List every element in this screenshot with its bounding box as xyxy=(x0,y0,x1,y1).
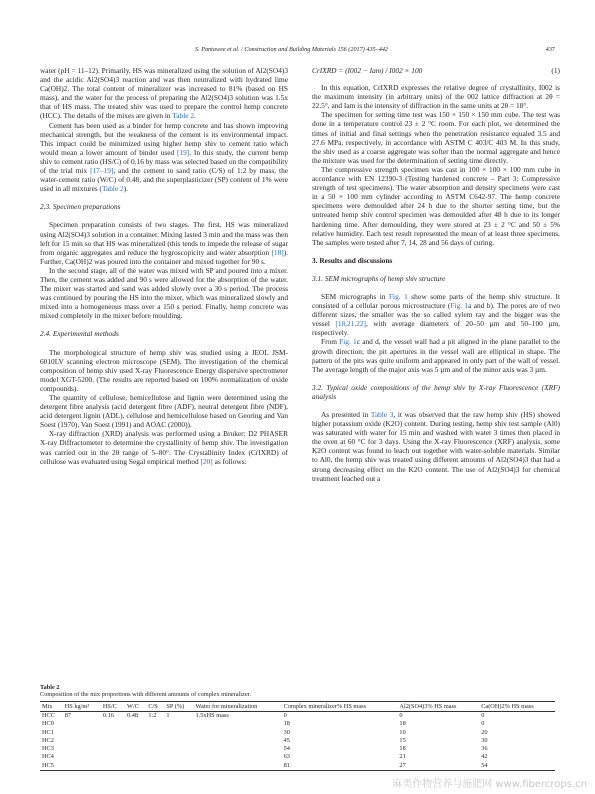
table-cell xyxy=(125,720,146,728)
table-cell: 63 xyxy=(283,753,290,761)
table-cell: 0 xyxy=(283,712,287,719)
table-cell xyxy=(125,762,146,771)
section-heading: 2.4. Experimental methods xyxy=(40,329,119,339)
table-cell: 1.5xHS mass xyxy=(195,712,229,719)
table-link[interactable]: Table 2 xyxy=(102,184,124,194)
table-link[interactable]: Table 2 xyxy=(172,111,195,121)
left-column xyxy=(40,66,288,466)
section-heading: 3. Results and discussions xyxy=(312,255,393,265)
table-caption: Composition of the mix proportions with different amounts of complex mineralizer. xyxy=(40,691,251,698)
paragraph: The quantity of cellulose, hemicellulose and lignin were determined using the detergent fibre analysis (acid detergent fibre (ADF), neutral detergent fibre (NDF), acid detergent lignin (ADL), cellulose and hemicellulose based on Georing and Van Soest (1970), Van Soest (1991) and AOAC (2000)). xyxy=(40,393,288,430)
table-cell xyxy=(164,737,193,745)
section-heading: 3.1. SEM micrographs of hemp shiv structure xyxy=(312,273,446,283)
watermark: 麻类作物营养与施肥网 www.fibercrops.cn xyxy=(392,779,587,790)
table-cell xyxy=(146,729,164,737)
paragraph: From Fig. 1c and d, the vessel wall had a pit aligned in the plane parallel to the growth direction; the pit apertures in the vessel wall are elliptical in shape. The pattern of the pits was quite uniform and appeared in only part of the wall of vessel. The average length of the major axis was 5 µm and of the minor axis was 3 µm. xyxy=(312,337,560,374)
column-header: HS kg/m³ xyxy=(63,702,101,712)
table-cell xyxy=(101,737,125,745)
column-header: Ca(OH)2% HS mass xyxy=(479,702,555,712)
table-cell: 54 xyxy=(283,745,290,753)
section-heading: 2.3. Specimen preparations xyxy=(40,202,121,212)
table-cell: 27 xyxy=(397,762,479,771)
paragraph: X-ray diffraction (XRD) analysis was performed using a Bruker: D2 PHASER X-ray Diffractometer to determine the crystallinity of hemp shiv. The investigation was carried out in the 2θ range of 5–80°. The Crystallinity Index (CrIXRD) of cellulose was evaluated using Segal empirical method [20] as follows: xyxy=(40,429,288,466)
table-cell: HC0 xyxy=(42,720,54,728)
table-cell xyxy=(194,762,282,771)
figure-link[interactable]: Fig. 1 xyxy=(388,291,408,301)
column-header: Al2(SO4)3% HS mass xyxy=(397,702,479,712)
table-link[interactable]: Table 3 xyxy=(370,410,394,419)
table-row xyxy=(40,737,555,745)
column-header: W/C xyxy=(125,702,146,712)
table-row xyxy=(40,712,555,721)
table-cell xyxy=(146,720,164,728)
equation-body: CrIXRD = (I002 − Iam) / I002 × 100 xyxy=(312,66,423,75)
column-header: HS/C xyxy=(101,702,125,712)
figure-link[interactable]: Fig. 1 xyxy=(450,301,469,311)
table-cell: 20 xyxy=(481,728,488,736)
table-cell xyxy=(63,762,101,771)
table-cell xyxy=(63,729,101,737)
table-cell xyxy=(194,753,282,761)
table-cell: 0 xyxy=(399,712,403,719)
table-row xyxy=(40,753,555,761)
column-header: C/S xyxy=(146,702,164,712)
table-cell xyxy=(164,720,193,728)
table-cell: 42 xyxy=(481,753,488,761)
citation-link[interactable]: [17–19] xyxy=(90,166,114,176)
table-cell xyxy=(146,745,164,753)
table-cell: 0 xyxy=(481,720,485,728)
table-cell: 21 xyxy=(399,753,406,761)
table-cell xyxy=(101,762,125,771)
table-cell xyxy=(194,737,282,745)
table-cell: 30 xyxy=(481,736,488,744)
table-cell xyxy=(146,753,164,761)
table-cell xyxy=(63,753,101,761)
table-cell xyxy=(101,729,125,737)
figure-link[interactable]: Fig. 1 xyxy=(339,337,357,347)
table-cell: HC3 xyxy=(42,745,54,753)
table-cell: HC5 xyxy=(40,762,63,771)
table-cell xyxy=(164,745,193,753)
section-heading: 3.2. Typical oxide compositions of the hemp shiv by X-ray Fluorescence (XRF) analysis xyxy=(312,382,560,401)
citation-link[interactable]: [20] xyxy=(200,456,213,466)
citation-link[interactable]: [19] xyxy=(177,147,190,157)
equation xyxy=(312,66,560,75)
table-cell xyxy=(101,720,125,728)
table-body xyxy=(40,712,555,771)
page-number: 437 xyxy=(545,46,555,53)
citation-link[interactable]: [18,21,22] xyxy=(335,319,366,329)
table-row xyxy=(40,729,555,737)
paragraph: As presented in Table 3, it was observed that the raw hemp shiv (HS) showed higher potassium oxide (K2O) content. During testing, hemp shiv test sample (Al0) was saturated with water for 15 min and washed with water 3 times then placed in the oven at 60 °C for 3 days. Using the X-ray Fluorescence (XRF) analysis, some K2O content was found to leach out together with water-soluble materials. Similar to Al0, the hemp shiv was treated using different amounts of Al2(SO4)3 that had a strong decreasing effect on the K2O content. The use of Al2(SO4)3 for chemical treatment leached out a xyxy=(312,410,560,483)
table-cell: 45 xyxy=(283,736,290,744)
table-cell: 30 xyxy=(283,728,290,736)
table-cell: 81 xyxy=(282,762,398,771)
paragraph: In the second stage, all of the water was mixed with SP and poured into a mixer. Then, the cement was added and 90 s were allowed for the absorption of the water. The mixer was started and sand was added slowly over a 30 s period. The process was continued by pouring the HS into the mixer, which was mineralized slowly and mixed into a homogeneous mass over a 150 s period. Finally, hemp concrete was mixed completely in the mixer before moulding. xyxy=(40,265,288,321)
table-cell xyxy=(63,745,101,753)
table-cell xyxy=(101,753,125,761)
table-cell xyxy=(125,745,146,753)
paragraph: Cement has been used as a binder for hemp concrete and has shown improving mechanical strength, but the weakness of the cement is its environmental impact. This impact could be minimized using higher hemp shiv to cement ratio which would mean a lower amount of binder used [19]. In this study, the current hemp shiv to cement ratio (HS/C) of 0.16 by mass was selected based on the compatibility of the trial mix [17–19], and the cement to sand ratio (C/S) of 1:2 by mass, the water-cement ratio (W/C) of 0.48, and the superplasticizer (SP) content of 1% were used in all mixtures (Table 2). xyxy=(40,120,288,194)
journal-citation: S. Pantawee et al. / Construction and Building Materials 156 (2017) 435–442 xyxy=(195,46,389,53)
table-row xyxy=(40,745,555,753)
table-cell xyxy=(164,729,193,737)
table-cell xyxy=(63,737,101,745)
table-cell xyxy=(194,729,282,737)
table-cell xyxy=(194,720,282,728)
table-cell xyxy=(164,762,193,771)
paragraph: water (pH = 11–12). Primarily, HS was mineralized using the solution of Al2(SO4)3 and the acidic Al2(SO4)3 reaction and was then neutralized with hydrated lime Ca(OH)2. The total content of mineralizer was increased to 81% (based on HS mass), and the water for the process of preparing the Al2(SO4)3 solution was 1.5x that of HS mass. The treated shiv was used to prepare the control hemp concrete (HCC). The details of the mixes are given in Table 2. xyxy=(40,66,288,121)
table-cell: HC2 xyxy=(42,736,54,744)
table-row xyxy=(40,720,555,728)
equation-number: (1) xyxy=(551,66,560,75)
table-cell: 0.16 xyxy=(102,712,114,719)
table-2 xyxy=(40,684,555,771)
table-cell: 18 xyxy=(399,720,406,728)
table-cell: 36 xyxy=(481,745,488,753)
table-cell: 15 xyxy=(399,736,406,744)
mix-proportions-table xyxy=(40,701,555,771)
table-cell: 18 xyxy=(283,720,290,728)
table-cell xyxy=(125,737,146,745)
table-header-row xyxy=(40,702,555,712)
table-cell: 54 xyxy=(479,762,555,771)
citation-link[interactable]: [18] xyxy=(271,247,284,257)
table-cell xyxy=(164,753,193,761)
table-cell xyxy=(146,737,164,745)
table-cell xyxy=(194,745,282,753)
column-header: Water for mineralization xyxy=(194,702,282,712)
table-cell xyxy=(125,753,146,761)
paragraph: The specimen for setting time test was 150 × 150 × 150 mm cube. The test was done in a temperature control 23 ± 2 °C room. For each plot, we determined the times of initial and final settings when the penetration resistance equaled 3.5 and 27.6 MPa, respectively, in accordance with ASTM C 403/C 403 M. In this study, the shiv used as a coarse aggregate was softer than the normal aggregate and hence the mixture was used for the determination of setting time directly. xyxy=(312,110,560,165)
paragraph: Specimen preparation consists of two stages. The first, HS was mineralized using Al2(SO4)3 solution in a container. Mixing lasted 3 min and the mass was then left for 15 min so that HS was mineralized (this tends to impede the release of sugar from organic aggregates and reduce the hygroscopicity and water absorption [18]). Further, Ca(OH)2 was poured into the container and mixed together for 90 s. xyxy=(40,220,288,266)
paragraph: SEM micrographs in Fig. 1 show some parts of the hemp shiv structure. It consisted of a cellular porous microstructure (Fig. 1a and b). The pores are of two different sizes, the smaller was the so called xylem ray and the bigger was the vessel [18,21,22], with average diameters of 20–50 µm and 50–100 µm, respectively. xyxy=(312,291,561,338)
column-header: Complex mineralizer% HS mass xyxy=(282,702,398,712)
table-cell xyxy=(125,729,146,737)
right-column xyxy=(312,66,560,483)
table-cell: 0 xyxy=(481,712,485,719)
table-cell: 10 xyxy=(399,728,406,736)
paragraph: In this equation, CrIXRD expresses the relative degree of crystallinity, I002 is the maximum intensity (in arbitrary units) of the 002 lattice diffraction at 2θ = 22.5°, and Iam is the intensity of diffraction in the same units at 2θ = 18°. xyxy=(312,83,560,111)
table-cell: 1 xyxy=(166,712,170,719)
table-cell: HCC xyxy=(42,712,55,719)
paragraph: The morphological structure of hemp shiv was studied using a JEOL JSM-6010LV scanning electron microscope (SEM). The investigation of the chemical composition of hemp shiv used X-ray Fluorescence Energy dispersive spectrometer model XGT-5200. (The results are reported based on 100% normalization of oxide compounds). xyxy=(40,347,288,393)
column-header: SP (%) xyxy=(164,702,193,712)
table-cell: HC1 xyxy=(42,728,54,736)
column-header: Mix xyxy=(40,702,63,712)
table-cell xyxy=(101,745,125,753)
table-row xyxy=(40,762,555,771)
table-cell: HC4 xyxy=(42,753,54,761)
table-cell xyxy=(63,720,101,728)
table-title: Table 2 xyxy=(40,684,60,691)
table-cell xyxy=(146,762,164,771)
table-cell: 0.48 xyxy=(127,712,139,719)
table-cell: 18 xyxy=(399,745,406,753)
paragraph: The compressive strength specimen was cast in 100 × 100 × 100 mm cube in accordance with EN 12390-3 (Testing hardened concrete – Part 3: Compressive strength of test specimens). The water absorption and density specimens were cast in a 50 × 100 mm cylinder according to ASTM C642-97. The hemp concrete specimens were demoulded after 24 h due to the shorter setting time, but the untreated hemp shiv control specimen was demoulded after 48 h due to its longer hardening time. After demoulding, they were stored at 23 ± 2 °C and 50 ± 5% relative humidity. Each test result represented the mean of at least three specimens. The samples were tested after 7, 14, 28 and 56 days of curing. xyxy=(312,164,560,247)
table-cell: 1:2 xyxy=(148,712,157,719)
table-cell: 87 xyxy=(64,712,72,719)
